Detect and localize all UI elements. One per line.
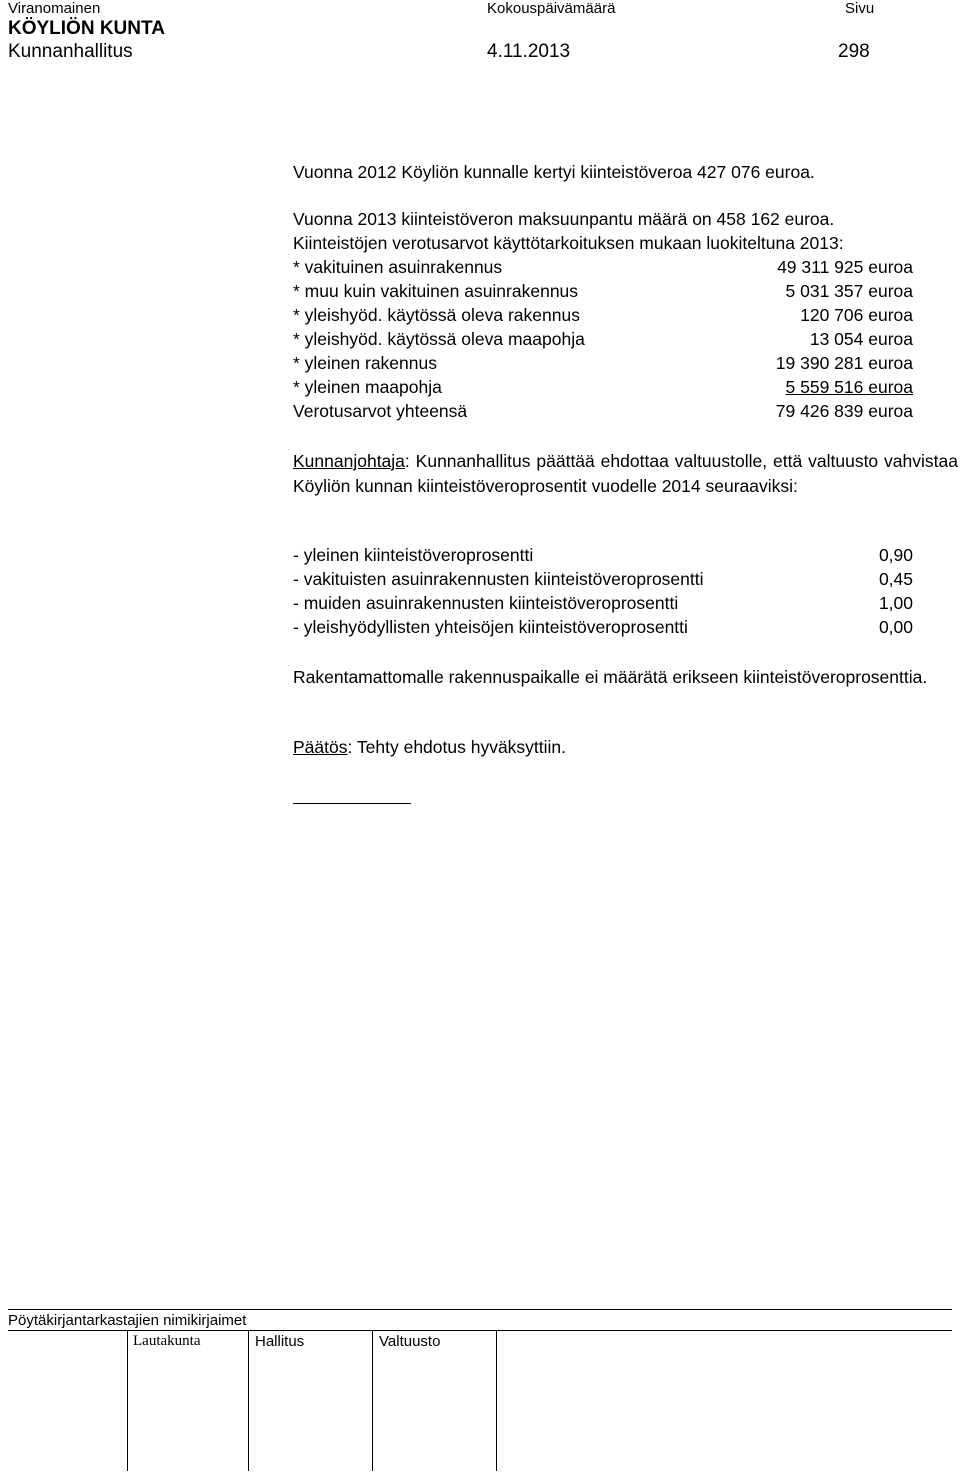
valuation-total-label: Verotusarvot yhteensä xyxy=(293,401,468,421)
valuation-row xyxy=(293,377,913,401)
header-date: 4.11.2013 xyxy=(487,41,571,62)
valuation-value: 49 311 925 euroa xyxy=(777,257,913,277)
header-label-page: Sivu xyxy=(845,0,875,17)
paragraph-2013-tax: Vuonna 2013 kiinteistöveron maksuunpantu määrä on 458 162 euroa. xyxy=(293,209,835,229)
valuation-label: * yleinen rakennus xyxy=(293,353,437,373)
decision-paragraph xyxy=(293,737,566,758)
footer-col-executive: Hallitus xyxy=(255,1333,305,1350)
rate-value: 0,00 xyxy=(878,617,913,637)
footer-divider xyxy=(127,1330,128,1471)
proposal-paragraph xyxy=(293,449,958,499)
rate-row xyxy=(293,617,913,641)
footer-divider xyxy=(496,1330,497,1471)
valuation-total-row xyxy=(293,401,913,425)
rate-row xyxy=(293,545,913,569)
valuation-value: 13 054 euroa xyxy=(809,329,913,349)
footer-divider xyxy=(372,1330,373,1471)
rate-label: - yleinen kiinteistöveroprosentti xyxy=(293,545,534,565)
valuation-value: 19 390 281 euroa xyxy=(775,353,913,373)
header-label-meeting-date: Kokouspäivämäärä xyxy=(487,0,616,17)
valuation-row xyxy=(293,305,913,329)
paragraph-2012-tax: Vuonna 2012 Köyliön kunnalle kertyi kiinteistöveroa 427 076 euroa. xyxy=(293,162,815,182)
header-page-number: 298 xyxy=(838,41,870,62)
valuation-label: * yleishyöd. käytössä oleva rakennus xyxy=(293,305,580,325)
footer-divider xyxy=(248,1330,249,1471)
valuation-label: * yleinen maapohja xyxy=(293,377,442,397)
rate-label: - vakituisten asuinrakennusten kiinteistöveroprosentti xyxy=(293,569,704,589)
rate-value: 0,90 xyxy=(878,545,913,565)
footer-col-council: Valtuusto xyxy=(379,1333,441,1350)
rate-value: 0,45 xyxy=(878,569,913,589)
valuation-value: 5 559 516 euroa xyxy=(785,377,913,397)
valuation-label: * muu kuin vakituinen asuinrakennus xyxy=(293,281,579,301)
section-separator xyxy=(293,803,411,804)
rate-row xyxy=(293,569,913,593)
valuation-value: 120 706 euroa xyxy=(800,305,913,325)
paragraph-valuations-intro: Kiinteistöjen verotusarvot käyttötarkoituksen mukaan luokiteltuna 2013: xyxy=(293,233,844,253)
valuation-value: 5 031 357 euroa xyxy=(785,281,913,301)
rate-label: - yleishyödyllisten yhteisöjen kiinteistöveroprosentti xyxy=(293,617,688,637)
header-organization: KÖYLIÖN KUNTA xyxy=(8,18,165,39)
rate-label: - muiden asuinrakennusten kiinteistöveroprosentti xyxy=(293,593,679,613)
valuation-label: * vakituinen asuinrakennus xyxy=(293,257,503,277)
footer-top-rule xyxy=(8,1309,952,1310)
footer-signatures-label: Pöytäkirjantarkastajien nimikirjaimet xyxy=(8,1312,247,1329)
rate-row xyxy=(293,593,913,617)
valuation-row xyxy=(293,329,913,353)
rate-value: 1,00 xyxy=(878,593,913,613)
valuation-total-value: 79 426 839 euroa xyxy=(775,401,913,421)
proposal-speaker: Kunnanjohtaja xyxy=(293,451,405,471)
header-body: Kunnanhallitus xyxy=(8,41,133,62)
proposal-text: : Kunnanhallitus päättää ehdottaa valtuustolle, että valtuusto vahvistaa Köyliön kunnan kiinteistöveroprosentit vuodelle 2014 seuraaviksi: xyxy=(293,451,958,496)
valuation-label: * yleishyöd. käytössä oleva maapohja xyxy=(293,329,585,349)
valuation-row xyxy=(293,257,913,281)
decision-text: : Tehty ehdotus hyväksyttiin. xyxy=(347,737,567,757)
footer-col-board: Lautakunta xyxy=(133,1333,201,1349)
valuation-row xyxy=(293,281,913,305)
decision-label: Päätös xyxy=(293,737,348,757)
header-label-authority: Viranomainen xyxy=(8,0,101,17)
valuation-row xyxy=(293,353,913,377)
footer-header-rule xyxy=(8,1330,952,1331)
paragraph-unbuilt-plots: Rakentamattomalle rakennuspaikalle ei määrätä erikseen kiinteistöveroprosenttia. xyxy=(293,667,928,687)
